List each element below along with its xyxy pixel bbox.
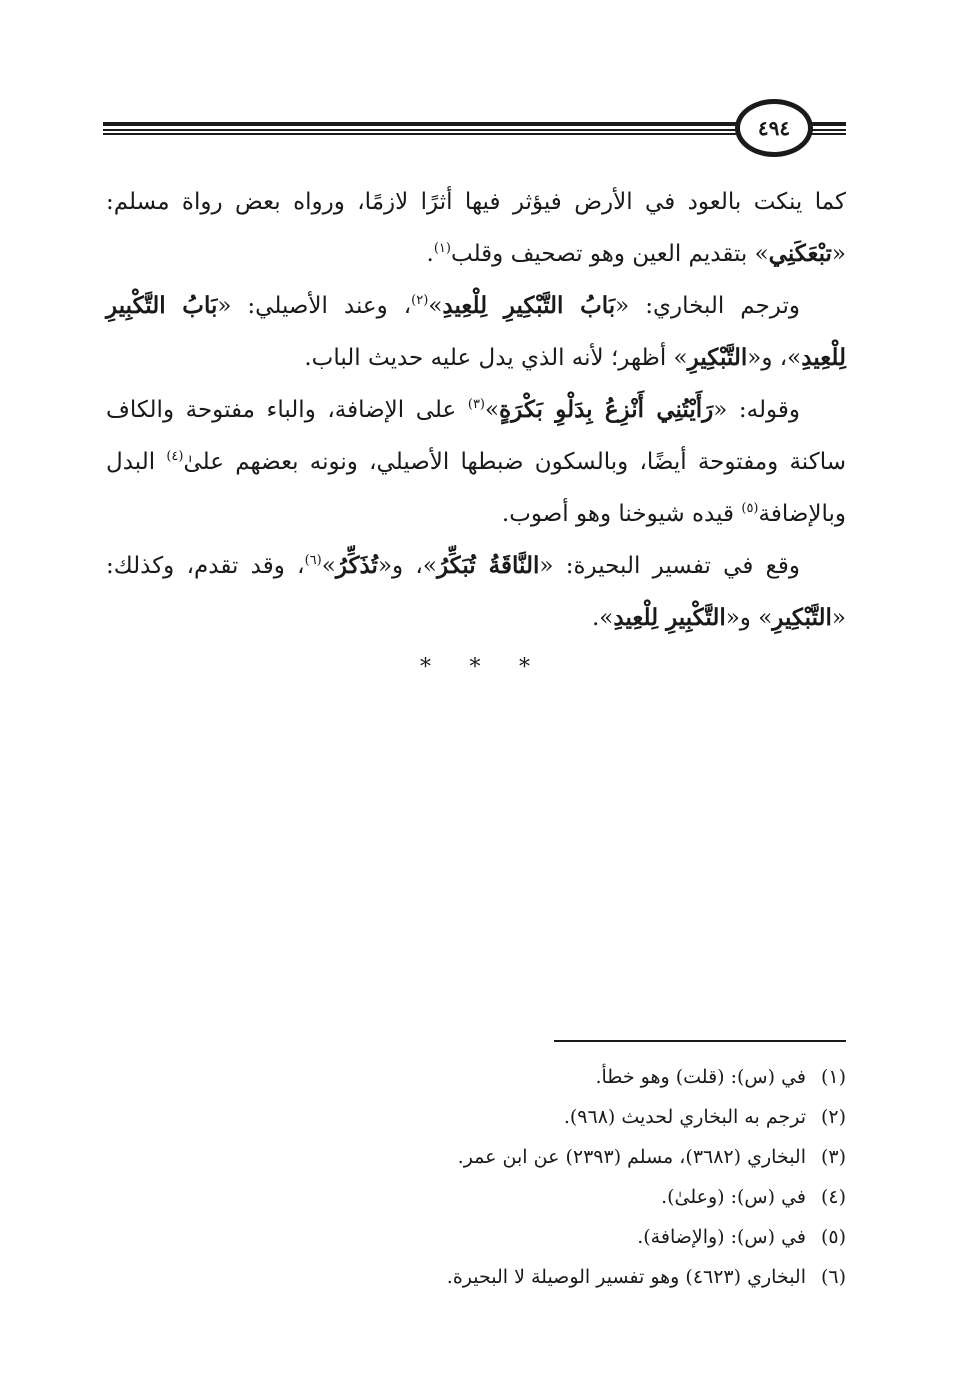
footnote-item (246, 1177, 846, 1217)
text-run: ». (591, 605, 614, 631)
footnote-ref-5[interactable]: (٥) (741, 501, 759, 516)
asterisk-icon: * (420, 655, 431, 680)
footnote-item (246, 1257, 846, 1297)
footnote-text: في (س): (قلت) وهو خطأ. (595, 1066, 806, 1088)
text-run: » أظهر؛ لأنه الذي يدل عليه حديث الباب. (304, 345, 688, 371)
footnote-text: البخاري (٣٦٨٢)، مسلم (٢٣٩٣) عن ابن عمر. (457, 1146, 806, 1168)
text-run: ، وعند الأصيلي: « (217, 293, 412, 319)
text-run: كما ينكت بالعود في الأرض فيؤثر فيها أثرًا لازمًا، ورواه بعض رواة مسلم: « (106, 189, 846, 267)
text-run: قيده شيوخنا وهو أصوب. (501, 501, 742, 527)
text-run: » (321, 553, 336, 579)
header-rule-thin-2 (103, 133, 846, 135)
quoted-word: تُذَكِّرُ (335, 552, 378, 579)
footnotes-list (246, 1057, 846, 1297)
text-run: البدل وبالإضافة (106, 449, 846, 527)
quoted-word: النَّاقَةُ تُبَكِّرُ (436, 552, 540, 579)
footnote-text: في (س): (والإضافة). (637, 1226, 806, 1248)
page-number-badge (735, 99, 813, 157)
text-run: وقع في تفسير البحيرة: « (539, 553, 800, 579)
footnote-ref-4[interactable]: (٤) (166, 449, 184, 464)
quoted-word: التَّبْكِيرِ (687, 344, 748, 371)
asterisk-icon: * (469, 655, 481, 680)
footnote-number: (٥) (820, 1226, 846, 1248)
footnote-number: (١) (820, 1066, 846, 1088)
paragraph-2 (106, 280, 846, 384)
text-run: » بتقديم العين وهو تصحيف وقلب (450, 241, 769, 267)
asterisk-icon: * (519, 655, 530, 680)
text-run: على الإضافة، والباء مفتوحة والكاف ساكنة ومفتوحة أيضًا، وبالسكون ضبطها الأصيلي، ونونه بعضهم علىٰ (106, 397, 846, 475)
quoted-word: بَابُ التَّكْبِيرِ لِلْعِيدِ (106, 292, 846, 371)
text-run: » (485, 397, 500, 423)
footnote-number: (٤) (820, 1186, 846, 1208)
text-run: وقوله: « (713, 397, 800, 423)
text-run: . (426, 241, 434, 267)
footnote-number: (٣) (820, 1146, 846, 1168)
text-run: وترجم البخاري: « (615, 293, 800, 319)
footnote-number: (٢) (820, 1106, 846, 1128)
quoted-word: التَّكْبِيرِ لِلْعِيدِ (613, 604, 726, 631)
footnote-number: (٦) (820, 1266, 846, 1288)
section-separator (420, 655, 530, 680)
footnote-text: ترجم به البخاري لحديث (٩٦٨). (563, 1106, 806, 1128)
quoted-word: تبْعَكَنِي (768, 240, 832, 267)
text-run: » و« (725, 605, 773, 631)
text-run: » (428, 293, 443, 319)
footnote-text: البخاري (٤٦٢٣) وهو تفسير الوصيلة لا البحيرة. (446, 1266, 806, 1288)
text-run: ، وقد تقدم، وكذلك: « (106, 553, 846, 631)
quoted-word: رَأَيْتُنِي أَنْزِعُ بِدَلْوِ بَكْرَةٍ (499, 396, 714, 423)
footnote-ref-1[interactable]: (١) (433, 241, 451, 256)
text-run: »، و« (747, 345, 802, 371)
quoted-word: التَّبْكِيرِ (772, 604, 832, 631)
paragraph-4 (106, 540, 846, 644)
footnote-ref-3[interactable]: (٣) (467, 397, 485, 412)
paragraph-1 (106, 176, 846, 280)
text-run: »، و« (377, 553, 437, 579)
quoted-word: بَابُ التَّبْكِيرِ لِلْعِيدِ (442, 292, 616, 319)
footnote-item (246, 1057, 846, 1097)
footnote-text: في (س): (وعلىٰ). (661, 1186, 806, 1208)
footnote-item (246, 1137, 846, 1177)
footnote-ref-2[interactable]: (٢) (411, 293, 429, 308)
footnote-item (246, 1217, 846, 1257)
page-number: ٤٩٤ (757, 116, 791, 140)
footnote-rule (554, 1040, 846, 1042)
paragraph-3 (106, 384, 846, 540)
footnote-ref-6[interactable]: (٦) (304, 553, 322, 568)
body-text (106, 176, 846, 644)
footnote-item (246, 1097, 846, 1137)
